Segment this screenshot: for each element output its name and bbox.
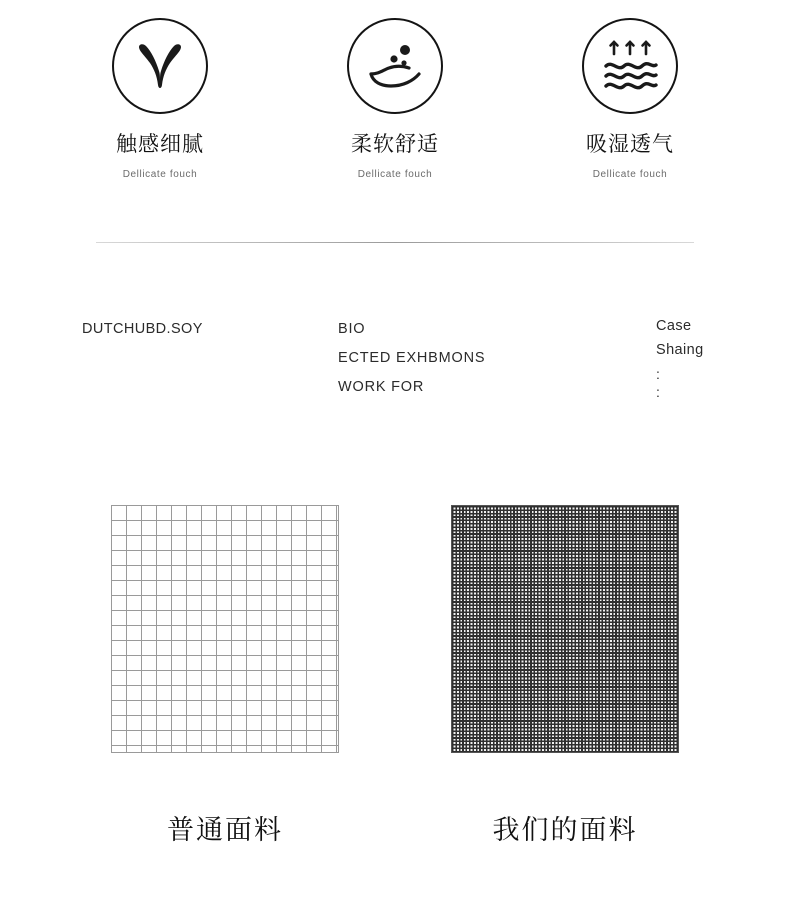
feature-item [313, 18, 478, 180]
description-line: WORK FOR [338, 379, 425, 396]
coarse-weave-swatch [111, 505, 339, 753]
feature-subtitle: Dellicate fouch [357, 169, 433, 181]
description-column [338, 315, 485, 402]
description-line: BIO [338, 321, 366, 338]
brand-text: DUTCHUBD.SOY [82, 321, 203, 338]
feature-item [548, 18, 713, 180]
fabric-label: 我们的面料 [492, 815, 638, 846]
feature-item [78, 18, 243, 180]
feature-subtitle: Dellicate fouch [122, 169, 198, 181]
case-dots: : [656, 366, 661, 383]
case-dots: : [656, 384, 661, 401]
feature-subtitle: Dellicate fouch [592, 169, 668, 181]
info-text-block [0, 315, 790, 425]
case-line: Case [656, 318, 692, 335]
fabric-item-ordinary [111, 505, 339, 847]
fine-weave-swatch [451, 505, 679, 753]
hand-softness-icon [347, 18, 443, 114]
fabric-item-ours [451, 505, 679, 847]
whale-tail-icon [112, 18, 208, 114]
case-column [656, 315, 704, 399]
section-divider [0, 242, 790, 243]
feature-title: 柔软舒适 [351, 132, 439, 156]
feature-title: 吸湿透气 [586, 132, 674, 156]
case-line: Shaing [656, 342, 704, 359]
feature-title: 触感细腻 [116, 132, 204, 156]
breathable-waves-icon [582, 18, 678, 114]
fabric-label: 普通面料 [167, 815, 283, 846]
feature-list [0, 0, 790, 180]
divider-line [96, 242, 694, 243]
fabric-comparison [0, 505, 790, 847]
description-line: ECTED EXHBMONS [338, 350, 486, 367]
